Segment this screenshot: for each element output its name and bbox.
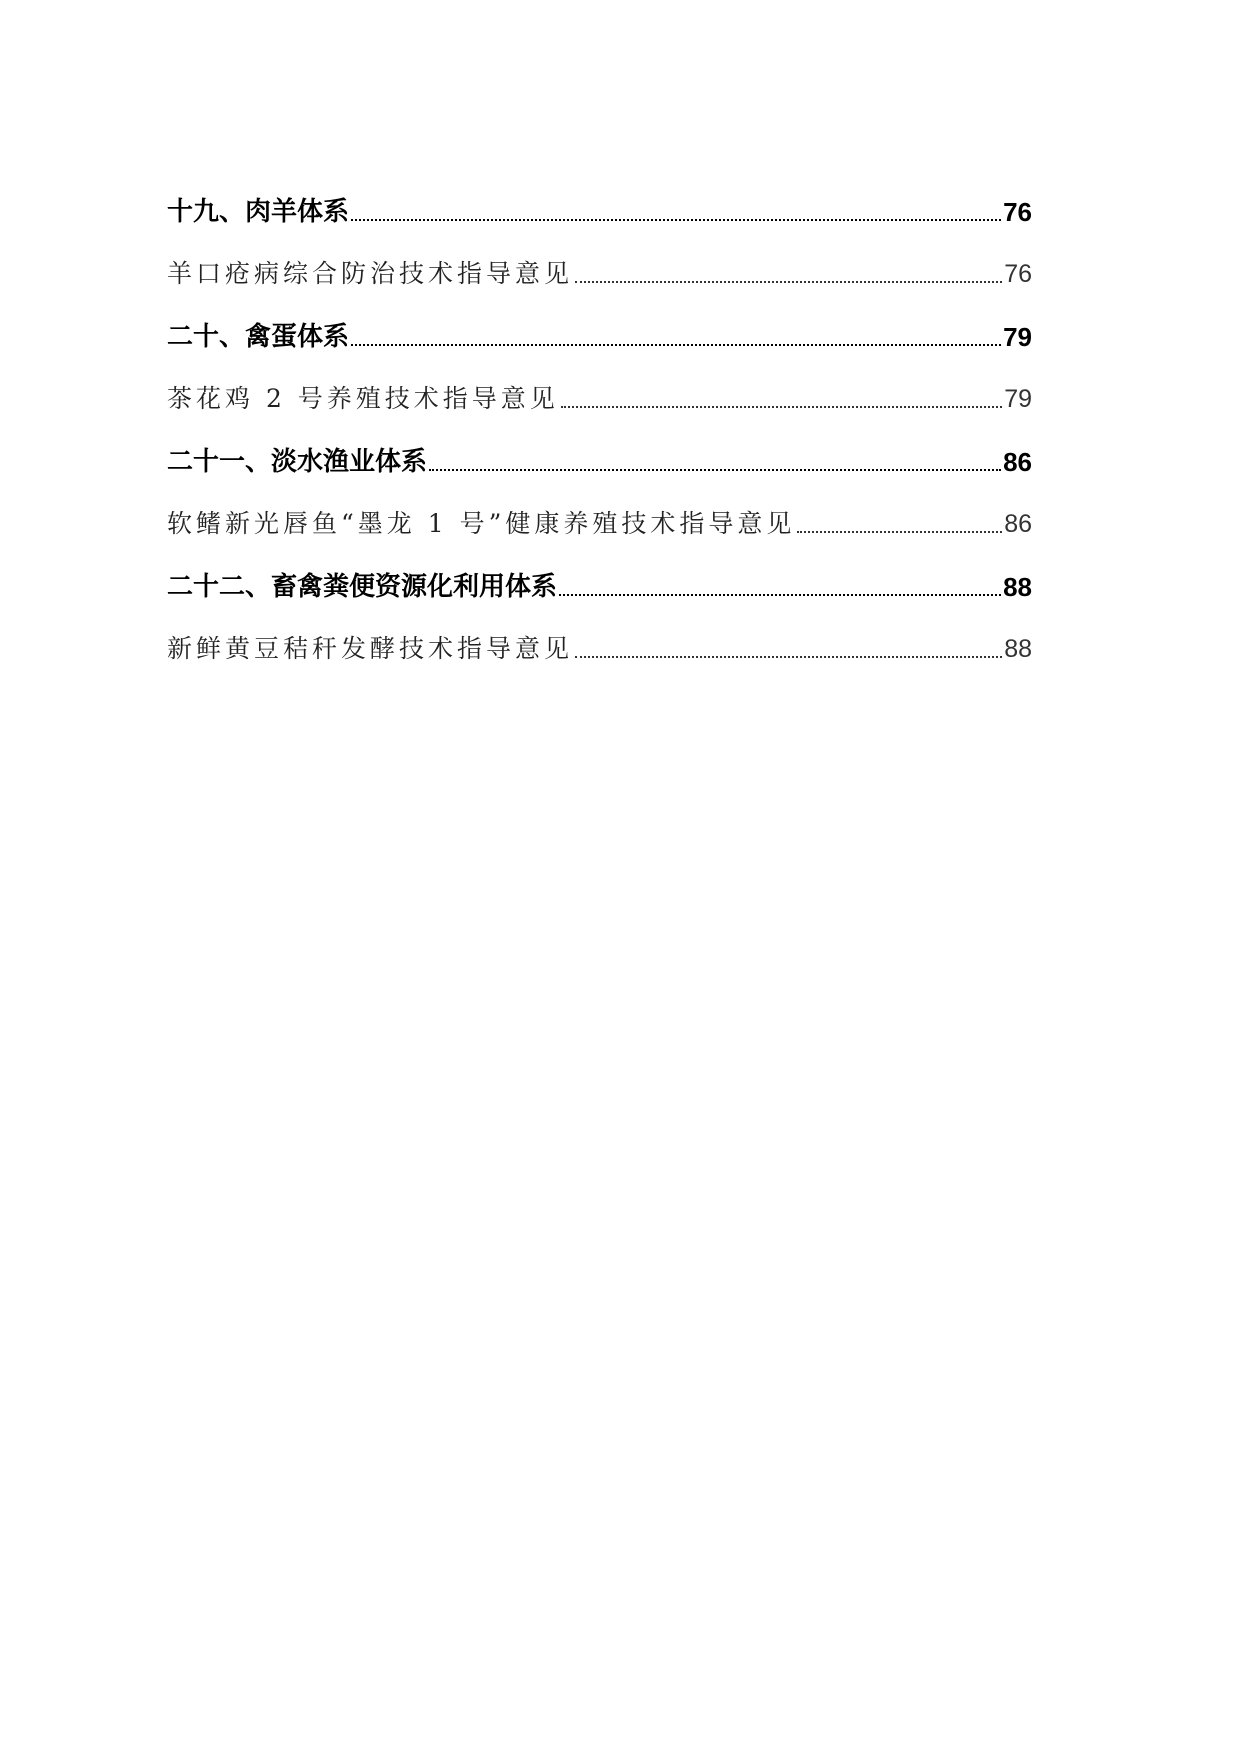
toc-page-number: 76 — [1004, 260, 1032, 288]
toc-entry-title: 十九、肉羊体系 — [167, 196, 350, 227]
toc-section-entry[interactable] — [167, 165, 1032, 228]
toc-item-entry[interactable] — [167, 353, 1032, 416]
toc-dot-leader — [351, 344, 1001, 346]
toc-page-number: 79 — [1003, 321, 1032, 352]
table-of-contents — [167, 165, 1032, 665]
toc-page-number: 86 — [1003, 446, 1032, 477]
toc-entry-title: 二十、禽蛋体系 — [167, 321, 350, 352]
toc-page-number: 86 — [1004, 510, 1032, 538]
toc-item-entry[interactable] — [167, 228, 1032, 291]
toc-page-number: 88 — [1004, 635, 1032, 663]
toc-entry-title: 软鳍新光唇鱼“墨龙 1 号”健康养殖技术指导意见 — [167, 509, 796, 538]
toc-page-number: 79 — [1004, 385, 1032, 413]
toc-section-entry[interactable] — [167, 290, 1032, 353]
toc-item-entry[interactable] — [167, 603, 1032, 666]
toc-entry-title: 二十一、淡水渔业体系 — [167, 446, 428, 477]
toc-dot-leader — [797, 531, 1002, 533]
toc-entry-title: 茶花鸡 2 号养殖技术指导意见 — [167, 384, 559, 413]
toc-section-entry[interactable] — [167, 415, 1032, 478]
toc-section-entry[interactable] — [167, 540, 1032, 603]
toc-dot-leader — [351, 219, 1001, 221]
toc-dot-leader — [575, 656, 1002, 658]
toc-item-entry[interactable] — [167, 478, 1032, 541]
toc-entry-title: 新鲜黄豆秸秆发酵技术指导意见 — [167, 634, 574, 663]
toc-dot-leader — [429, 469, 1001, 471]
toc-entry-title: 羊口疮病综合防治技术指导意见 — [167, 259, 574, 288]
toc-dot-leader — [559, 594, 1001, 596]
toc-page-number: 88 — [1003, 571, 1032, 602]
toc-dot-leader — [561, 406, 1002, 408]
toc-entry-title: 二十二、畜禽粪便资源化利用体系 — [167, 571, 558, 602]
toc-page-number: 76 — [1003, 196, 1032, 227]
toc-dot-leader — [575, 281, 1002, 283]
